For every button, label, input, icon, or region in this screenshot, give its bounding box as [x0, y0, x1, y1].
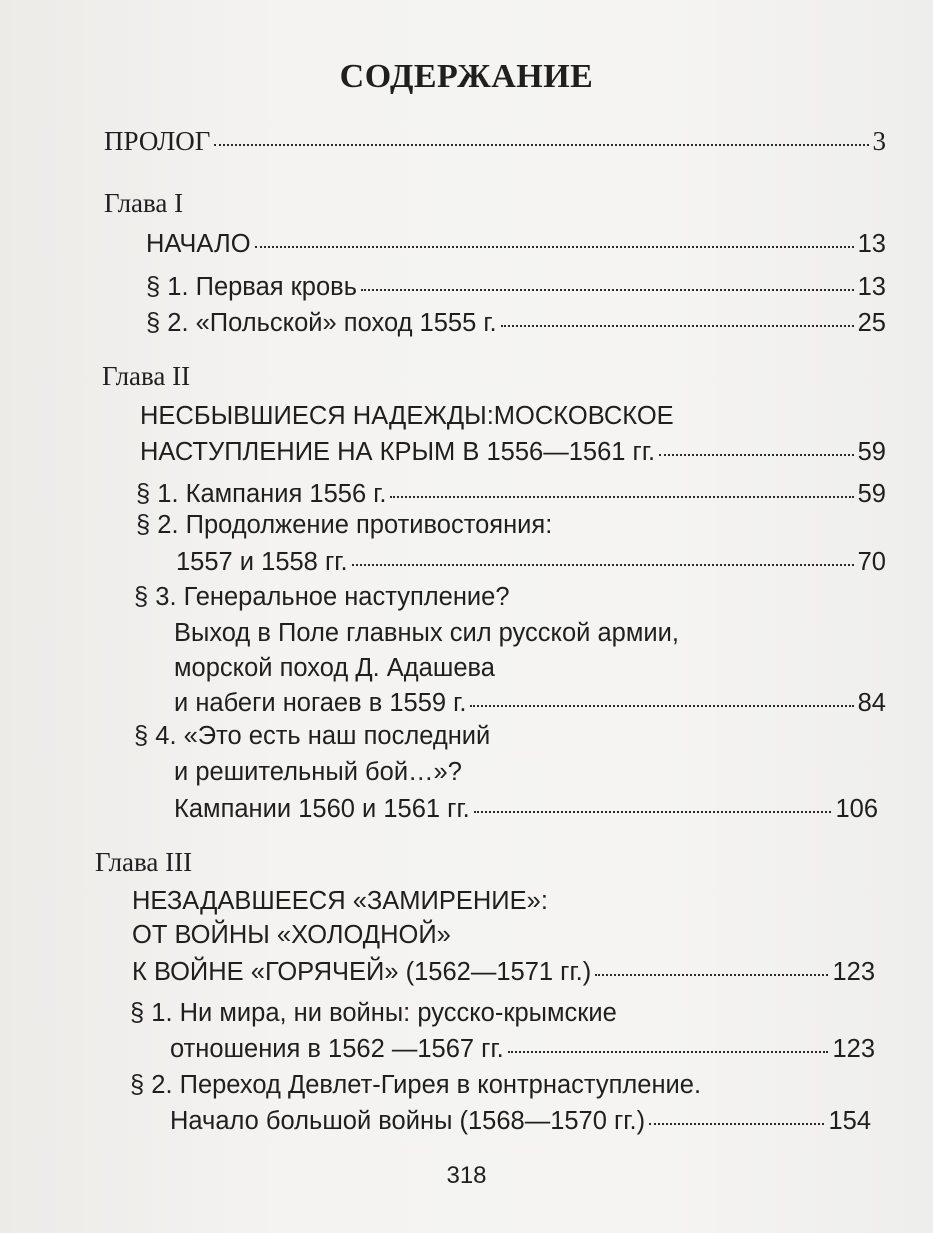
toc-entry-label: К ВОЙНЕ «ГОРЯЧЕЙ» (1562—1571 гг.) [132, 958, 592, 986]
toc-page-number: 25 [857, 309, 886, 337]
toc-chapter-title[interactable] [140, 435, 886, 469]
toc-chapter-title-line: НЕЗАДАВШЕЕСЯ «ЗАМИРЕНИЕ»: [132, 887, 548, 915]
chapter-heading: Глава II [102, 361, 191, 391]
toc-entry-label: 1557 и 1558 гг. [176, 548, 348, 576]
dot-leader [501, 325, 854, 327]
dot-leader [470, 705, 853, 707]
toc-entry-line: § 1. Ни мира, ни войны: русско-крымские [130, 999, 617, 1027]
toc-entry-line: Выход в Поле главных сил русской армии, [174, 619, 679, 647]
toc-entry-line: § 2. Продолжение противостояния: [136, 511, 553, 539]
chapter-heading: Глава I [104, 188, 184, 218]
page-title: СОДЕРЖАНИЕ [339, 58, 594, 95]
toc-entry-prolog[interactable] [104, 124, 886, 158]
toc-page-number: 59 [857, 480, 886, 508]
toc-page-number: 123 [832, 958, 875, 986]
toc-entry-line: § 4. «Это есть наш последний [134, 722, 491, 750]
page-number: 318 [446, 1162, 487, 1189]
toc-entry-line: § 2. Переход Девлет-Гирея в контрнаступление. [130, 1071, 702, 1099]
toc-entry-label: Начало большой войны (1568—1570 гг.) [170, 1107, 646, 1135]
dot-leader [659, 454, 854, 456]
toc-entry[interactable] [174, 792, 878, 826]
toc-page-number: 70 [857, 548, 886, 576]
toc-entry[interactable] [170, 1032, 875, 1066]
toc-entry[interactable] [146, 270, 886, 304]
dot-leader [390, 496, 853, 498]
toc-page-number: 59 [857, 438, 886, 466]
toc-page-number: 13 [857, 230, 886, 258]
toc-page-number: 154 [828, 1107, 871, 1135]
toc-entry[interactable] [170, 1104, 871, 1138]
toc-page-number: 106 [835, 795, 878, 823]
toc-page-number: 123 [832, 1035, 875, 1063]
dot-leader [649, 1123, 824, 1125]
chapter-heading: Глава III [95, 847, 193, 877]
toc-entry[interactable] [174, 686, 886, 720]
toc-entry-label: § 2. «Польской» поход 1555 г. [146, 309, 497, 337]
dot-leader [361, 289, 854, 291]
toc-entry-line: и решительный бой…»? [174, 758, 462, 786]
dot-leader [352, 564, 854, 566]
toc-page-number: 13 [857, 273, 886, 301]
toc-entry-line: § 3. Генеральное наступление? [134, 583, 510, 611]
toc-entry-label: НАЧАЛО [146, 230, 251, 258]
toc-entry[interactable] [146, 306, 886, 340]
toc-chapter-title-line: НЕСБЫВШИЕСЯ НАДЕЖДЫ:МОСКОВСКОЕ [140, 402, 674, 430]
toc-entry-label: § 1. Кампания 1556 г. [136, 480, 387, 508]
toc-page-number: 3 [872, 126, 886, 156]
toc-entry-line: морской поход Д. Адашева [174, 654, 495, 682]
dot-leader [595, 974, 828, 976]
toc-chapter-title-line: ОТ ВОЙНЫ «ХОЛОДНОЙ» [132, 921, 451, 949]
toc-entry-label: Кампании 1560 и 1561 гг. [174, 795, 470, 823]
dot-leader [474, 811, 832, 813]
dot-leader [214, 144, 868, 146]
dot-leader [508, 1051, 829, 1053]
toc-chapter-title[interactable] [146, 227, 886, 261]
toc-entry-label: отношения в 1562 —1567 гг. [170, 1035, 504, 1063]
toc-entry[interactable] [136, 477, 886, 511]
toc-entry-label: ПРОЛОГ [104, 126, 211, 156]
toc-page-number: 84 [857, 689, 886, 717]
toc-entry-label: НАСТУПЛЕНИЕ НА КРЫМ В 1556—1561 гг. [140, 438, 656, 466]
toc-entry-label: и набеги ногаев в 1559 г. [174, 689, 467, 717]
toc-entry-label: § 1. Первая кровь [146, 273, 357, 301]
toc-entry[interactable] [176, 545, 886, 579]
toc-chapter-title[interactable] [132, 955, 875, 989]
dot-leader [255, 246, 854, 248]
